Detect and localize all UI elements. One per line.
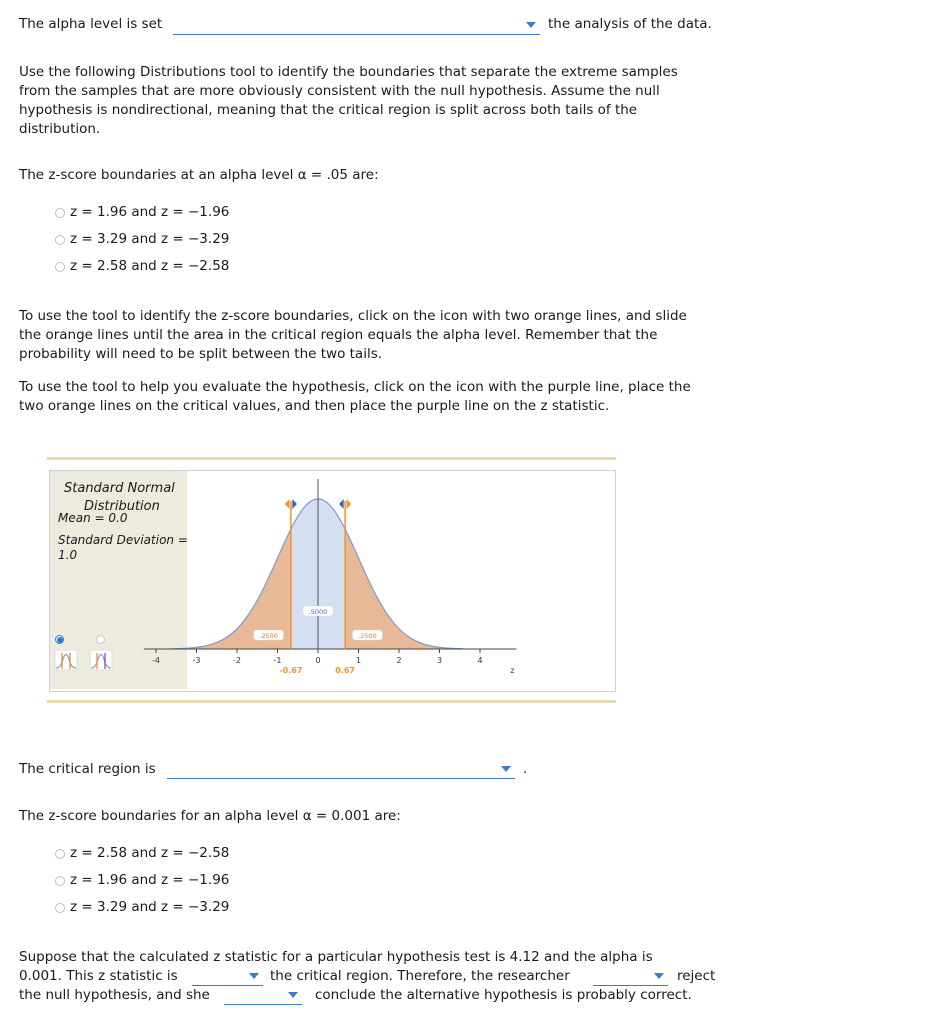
axis-tick-label: -1 [273,656,282,665]
critical-region-suffix: . [523,761,528,777]
tool-help-line: two orange lines on the critical values, and then place the purple line on the z statistic. [19,398,610,414]
q2-option-label: z = 3.29 and z = −3.29 [70,231,230,247]
axis-tick-label: 2 [396,656,402,665]
instruction-line: from the samples that are more obviously consistent with the null hypothesis. Assume the null [19,83,660,99]
chevron-down-icon [501,766,511,772]
critical-region-dropdown[interactable] [167,764,515,779]
q5-line2-b: the critical region. Therefore, the researcher [270,968,570,984]
axis-tick-label: 4 [477,656,483,665]
distributions-tool [47,457,616,703]
axis-tick-label: 1 [355,656,362,665]
q2-option-label: z = 1.96 and z = −1.96 [70,204,230,220]
q2-option-radio[interactable] [55,235,65,245]
instruction-line: distribution. [19,121,101,137]
alpha-level-dropdown[interactable] [173,20,540,35]
q5-line2-a: 0.001. This z statistic is [19,968,178,984]
chevron-down-icon [288,992,298,998]
researcher-decision-dropdown[interactable] [593,971,668,986]
q5-line3-a: the null hypothesis, and she [19,987,210,1003]
axis-tick-label: -2 [233,656,241,665]
q5-line1: Suppose that the calculated z statistic for a particular hypothesis test is 4.12 and the alpha is [19,949,653,965]
chevron-down-icon [654,973,664,979]
mode-radio-orange[interactable] [55,635,64,644]
q2-option-radio[interactable] [55,262,65,272]
instruction-line: Use the following Distributions tool to identify the boundaries that separate the extreme samples [19,64,678,80]
tool-help-line: To use the tool to identify the z-score boundaries, click on the icon with two orange lines, and slide [19,308,687,324]
tool-mean: Mean = 0.0 [58,511,128,525]
right-boundary-value: 0.67 [335,666,356,675]
chevron-down-icon [249,973,259,979]
normal-distribution-plot [152,471,615,689]
tool-title-line2: Distribution [84,499,160,514]
q4-option-radio[interactable] [55,876,65,886]
tool-sd-value: 1.0 [58,548,78,562]
right-tail-area-label: .2500 [358,632,377,640]
mode-radio-purple[interactable] [96,635,105,644]
q5-line3-b: conclude the alternative hypothesis is probably correct. [315,987,692,1003]
alpha-level-prefix: The alpha level is set [19,16,163,32]
purple-line-icon[interactable] [90,650,112,670]
q4-prompt: The z-score boundaries for an alpha level α = 0.001 are: [19,808,401,824]
tool-help-line: the orange lines until the area in the critical region equals the alpha level. Remember that the [19,327,658,343]
conclusion-dropdown[interactable] [224,990,302,1005]
two-orange-lines-icon[interactable] [55,650,77,670]
tool-sd-label: Standard Deviation = [58,533,188,547]
boundary-handle-right-arrow[interactable] [292,499,297,509]
q2-prompt: The z-score boundaries at an alpha level α = .05 are: [19,167,379,183]
alpha-level-suffix: the analysis of the data. [548,16,712,32]
distributions-tool-frame [49,470,616,692]
critical-region-prefix: The critical region is [19,761,156,777]
left-tail-area-label: .2500 [259,632,278,640]
q2-option-radio[interactable] [55,208,65,218]
boundary-handle-right-arrow[interactable] [347,499,352,509]
q4-option-label: z = 1.96 and z = −1.96 [70,872,230,888]
q4-option-label: z = 2.58 and z = −2.58 [70,845,230,861]
tool-info-panel [50,471,187,689]
axis-tick-label: -4 [152,656,160,665]
tool-help-line: probability will need to be split between the two tails. [19,346,383,362]
boundary-handle-left-arrow[interactable] [285,499,290,509]
axis-tick-label: 0 [315,656,321,665]
axis-tick-label: -3 [192,656,201,665]
z-statistic-location-dropdown[interactable] [192,971,263,986]
q4-option-radio[interactable] [55,903,65,913]
q2-option-label: z = 2.58 and z = −2.58 [70,258,230,274]
center-area-label: .5000 [308,608,328,616]
q4-option-label: z = 3.29 and z = −3.29 [70,899,230,915]
boundary-handle-left-arrow[interactable] [339,499,344,509]
mode-icons [54,649,130,673]
q4-option-radio[interactable] [55,849,65,859]
tool-title: Standard Normal [64,481,175,496]
instruction-line: hypothesis is nondirectional, meaning that the critical region is split across both tails of the [19,102,638,118]
q5-line2-c: reject [677,968,716,984]
axis-label: z [510,666,515,675]
chevron-down-icon [526,22,536,28]
left-boundary-value: -0.67 [279,666,303,675]
tool-help-line: To use the tool to help you evaluate the hypothesis, click on the icon with the purple line, place the [19,379,691,395]
axis-tick-label: 3 [436,656,443,665]
